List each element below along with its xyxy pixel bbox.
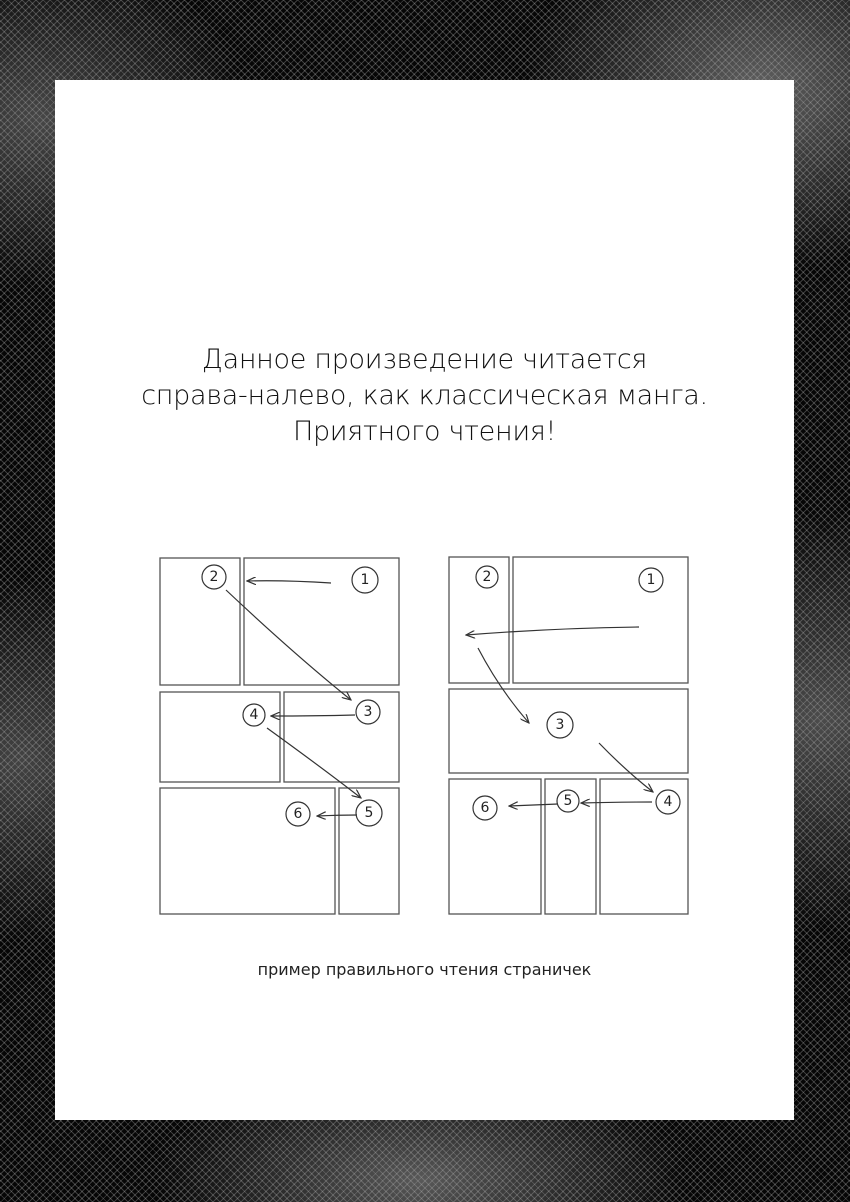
notice-line-3: Приятного чтения! [292,416,557,447]
right-number-3: 3 [555,717,565,733]
right-panel-6 [449,779,541,914]
right-arrow-1-to-2 [466,627,639,635]
right-panel-2 [449,557,509,683]
right-number-6: 6 [480,800,490,816]
right-number-4: 4 [663,794,673,810]
right-arrow-3-to-4 [599,743,653,792]
left-panel-4 [160,692,280,782]
right-number-2: 2 [482,569,492,585]
notice-line-1: Данное произведение читается [201,344,648,375]
left-panel-2 [160,558,240,685]
right-number-1: 1 [646,572,656,588]
left-arrow-5-to-6 [317,815,357,816]
left-arrow-1-to-2 [247,581,331,583]
left-panel-6 [160,788,335,914]
right-page-diagram [449,557,688,914]
example-caption: пример правильного чтения страничек [257,960,592,979]
right-number-5: 5 [563,793,573,809]
right-arrow-5-to-6 [509,804,558,806]
left-number-4: 4 [249,707,259,723]
left-number-6: 6 [293,806,303,822]
left-panel-1 [244,558,399,685]
left-panel-3 [284,692,399,782]
left-page-diagram [160,558,399,914]
left-number-2: 2 [209,569,219,585]
notice-line-2: справа-налево, как классическая манга. [141,380,708,411]
white-page [55,80,794,1120]
left-number-1: 1 [360,572,370,588]
right-panel-3 [449,689,688,773]
right-arrow-4-to-5 [581,802,652,803]
right-arrow-2-to-3 [478,648,529,723]
right-panel-4 [600,779,688,914]
left-number-5: 5 [364,805,374,821]
left-arrow-2-to-3 [226,590,351,700]
left-number-3: 3 [363,704,373,720]
